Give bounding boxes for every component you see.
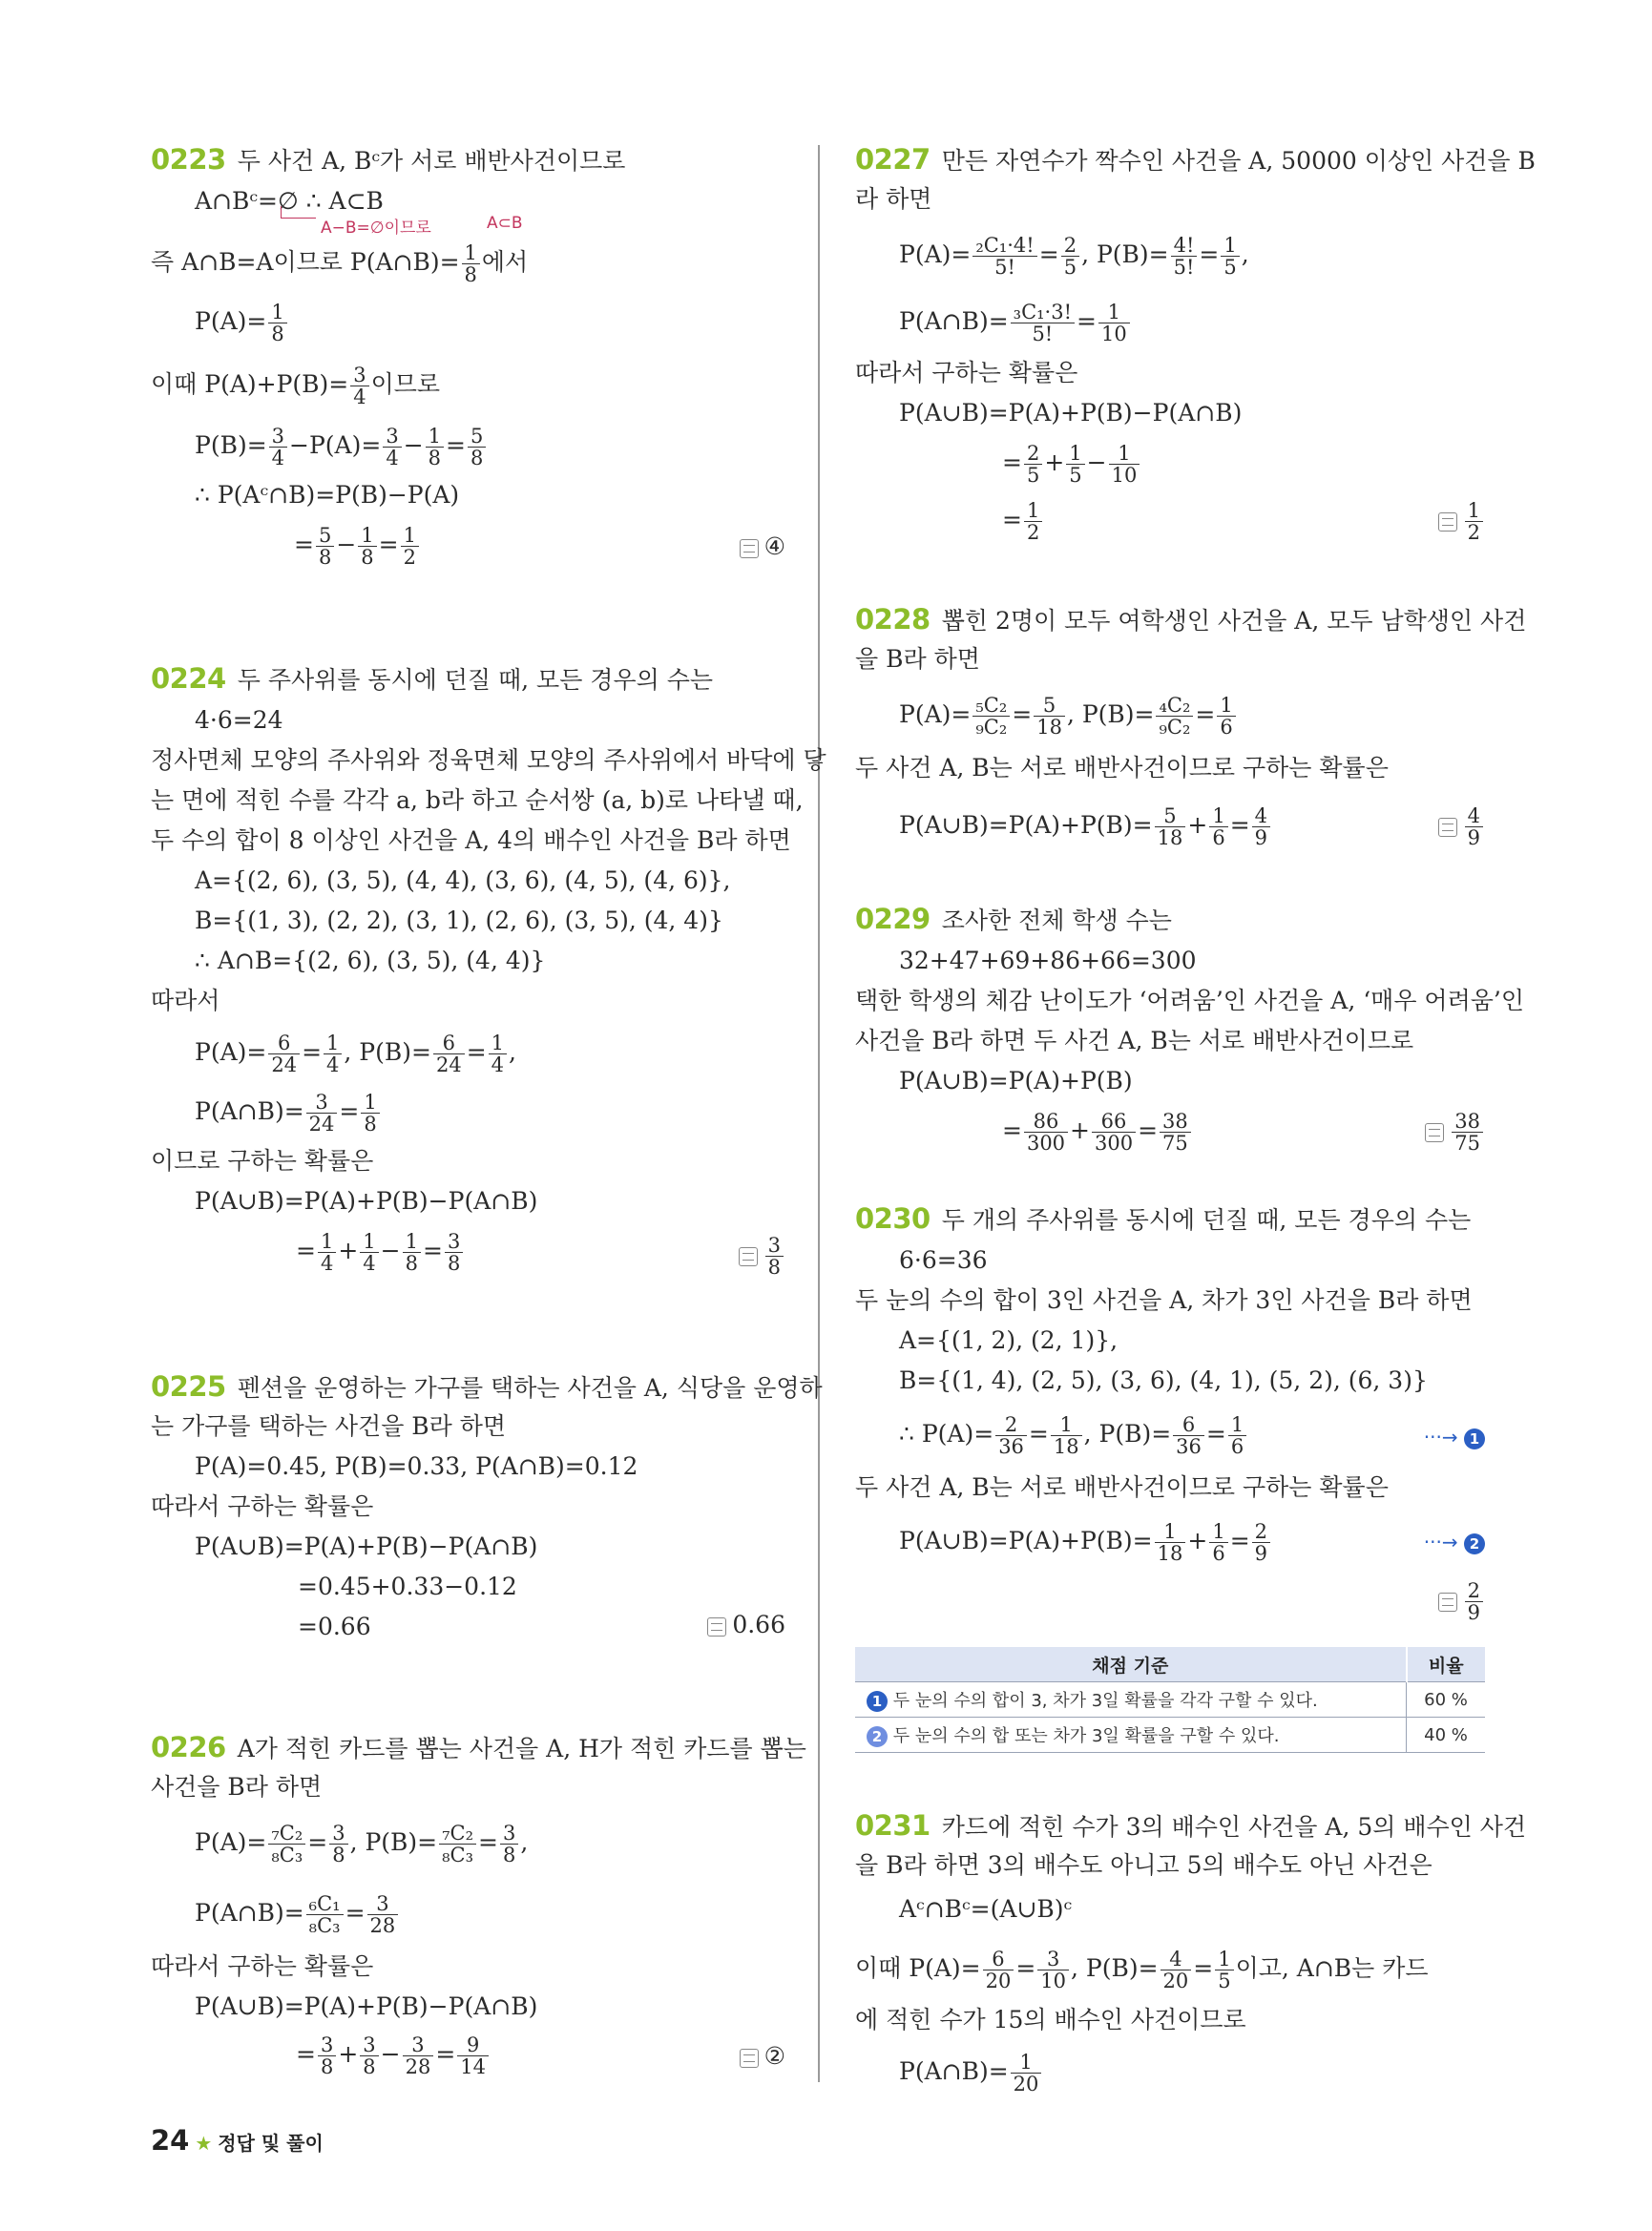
answer-value: $\frac{3}{8}$ bbox=[765, 1235, 784, 1278]
problem-number: 0224 bbox=[151, 662, 226, 695]
fraction: $\frac{1}{8}$ bbox=[403, 1231, 421, 1274]
answer-value: 0.66 bbox=[732, 1611, 785, 1638]
page-footer bbox=[151, 2124, 324, 2157]
answer-value: $\frac{4}{9}$ bbox=[1465, 805, 1483, 848]
problem-number: 0227 bbox=[855, 143, 931, 176]
fraction: $\frac{4!}{5!}$ bbox=[1171, 235, 1198, 278]
answer-box bbox=[1438, 805, 1485, 848]
fraction: $\frac{\text{₂C₁·4!}}{5!}$ bbox=[972, 235, 1036, 278]
problem-number: 0231 bbox=[855, 1809, 931, 1842]
problem-number: 0225 bbox=[151, 1370, 226, 1403]
memo-icon bbox=[1425, 1123, 1444, 1142]
memo-icon bbox=[1438, 1593, 1457, 1612]
fraction: $\frac{1}{18}$ bbox=[1155, 1521, 1186, 1564]
grading-table bbox=[855, 1647, 1485, 1753]
answer-value: ② bbox=[763, 2042, 785, 2070]
fraction: $\frac{1}{8}$ bbox=[462, 242, 480, 285]
fraction: $\frac{3}{28}$ bbox=[403, 2034, 434, 2077]
answer-box bbox=[739, 1235, 785, 1278]
fraction: $\frac{2}{5}$ bbox=[1061, 235, 1079, 278]
fraction: $\frac{1}{6}$ bbox=[1217, 695, 1235, 738]
fraction: $\frac{\text{₆C₁}}{\text{₈C₃}}$ bbox=[306, 1893, 344, 1936]
annotation-note: A⊂B bbox=[487, 214, 523, 233]
fraction: $\frac{86}{300}$ bbox=[1024, 1111, 1068, 1154]
fraction: $\frac{3}{8}$ bbox=[360, 2034, 378, 2077]
table-row: 1 두 눈의 수의 합이 3, 차가 3일 확률을 각각 구할 수 있다. 60 % bbox=[855, 1682, 1485, 1718]
fraction: $\frac{1}{4}$ bbox=[489, 1032, 507, 1075]
problem-number: 0228 bbox=[855, 603, 931, 636]
fraction: $\frac{4}{9}$ bbox=[1252, 805, 1270, 848]
fraction: $\frac{3}{8}$ bbox=[318, 2034, 336, 2077]
fraction: $\frac{3}{8}$ bbox=[329, 1823, 347, 1866]
problem-number: 0230 bbox=[855, 1202, 931, 1235]
fraction: $\frac{66}{300}$ bbox=[1092, 1111, 1136, 1154]
memo-icon bbox=[1438, 818, 1457, 837]
answer-box bbox=[1425, 1111, 1485, 1154]
answer-box bbox=[740, 532, 785, 560]
annotation-bracket bbox=[281, 206, 316, 219]
fraction: $\frac{5}{18}$ bbox=[1155, 805, 1186, 848]
fraction: $\frac{1}{4}$ bbox=[324, 1032, 342, 1075]
fraction: $\frac{38}{75}$ bbox=[1160, 1111, 1191, 1154]
fraction: $\frac{6}{24}$ bbox=[268, 1032, 300, 1075]
fraction: $\frac{2}{9}$ bbox=[1252, 1521, 1270, 1564]
footer-label: 정답 및 풀이 bbox=[218, 2132, 324, 2155]
math-line: A∩Bᶜ=∅ ∴ A⊂B bbox=[195, 187, 384, 215]
answer-box bbox=[707, 1611, 785, 1638]
step-badge: 2 bbox=[867, 1726, 888, 1747]
fraction: $\frac{3}{8}$ bbox=[445, 1231, 463, 1274]
fraction: $\frac{2}{5}$ bbox=[1024, 443, 1042, 486]
answer-value: $\frac{1}{2}$ bbox=[1465, 500, 1483, 543]
star-icon: ★ bbox=[195, 2132, 213, 2155]
fraction: $\frac{\text{₅C₂}}{\text{₉C₂}}$ bbox=[972, 695, 1010, 738]
fraction: $\frac{1}{4}$ bbox=[360, 1231, 378, 1274]
grading-header-ratio: 비율 bbox=[1407, 1647, 1485, 1682]
problem-number: 0226 bbox=[151, 1731, 226, 1763]
fraction: $\frac{\text{₄C₂}}{\text{₉C₂}}$ bbox=[1156, 695, 1193, 738]
memo-icon bbox=[740, 2049, 759, 2068]
fraction: $\frac{1}{6}$ bbox=[1209, 805, 1227, 848]
fraction: $\frac{2}{36}$ bbox=[995, 1414, 1027, 1457]
fraction: $\frac{5}{18}$ bbox=[1034, 695, 1065, 738]
answer-box bbox=[740, 2042, 785, 2070]
grading-header-criteria: 채점 기준 bbox=[855, 1647, 1407, 1682]
fraction: $\frac{1}{8}$ bbox=[268, 302, 286, 344]
table-row: 2 두 눈의 수의 합 또는 차가 3일 확률을 구할 수 있다. 40 % bbox=[855, 1718, 1485, 1753]
answer-value: $\frac{38}{75}$ bbox=[1452, 1111, 1483, 1154]
fraction: $\frac{\text{₃C₁·3!}}{5!}$ bbox=[1011, 302, 1075, 344]
fraction: $\frac{1}{8}$ bbox=[426, 426, 444, 469]
fraction: $\frac{1}{2}$ bbox=[401, 525, 419, 568]
fraction: $\frac{1}{6}$ bbox=[1228, 1414, 1246, 1457]
fraction: $\frac{1}{10}$ bbox=[1098, 302, 1130, 344]
fraction: $\frac{1}{18}$ bbox=[1051, 1414, 1082, 1457]
fraction: $\frac{1}{4}$ bbox=[318, 1231, 336, 1274]
page-number: 24 bbox=[151, 2124, 190, 2157]
fraction: $\frac{\text{₇C₂}}{\text{₈C₃}}$ bbox=[439, 1823, 476, 1866]
step-marker-2: ···→ 2 bbox=[1424, 1531, 1485, 1554]
fraction: $\frac{1}{10}$ bbox=[1109, 443, 1140, 486]
fraction: $\frac{1}{5}$ bbox=[1066, 443, 1084, 486]
answer-box bbox=[1438, 1580, 1485, 1623]
fraction: $\frac{1}{6}$ bbox=[1209, 1521, 1227, 1564]
fraction: $\frac{6}{20}$ bbox=[983, 1949, 1014, 1991]
fraction: $\frac{3}{4}$ bbox=[269, 426, 287, 469]
fraction: $\frac{9}{14}$ bbox=[457, 2034, 489, 2077]
fraction: $\frac{3}{24}$ bbox=[306, 1092, 338, 1135]
fraction: $\frac{3}{10}$ bbox=[1037, 1949, 1069, 1991]
fraction: $\frac{5}{8}$ bbox=[316, 525, 334, 568]
fraction: $\frac{6}{36}$ bbox=[1173, 1414, 1204, 1457]
memo-icon bbox=[707, 1617, 726, 1637]
answer-box bbox=[1438, 500, 1485, 543]
fraction: $\frac{6}{24}$ bbox=[433, 1032, 465, 1075]
fraction: $\frac{1}{5}$ bbox=[1215, 1949, 1233, 1991]
problem-number: 0223 bbox=[151, 143, 226, 176]
fraction: $\frac{3}{8}$ bbox=[500, 1823, 518, 1866]
annotation-note: A−B=∅이므로 bbox=[321, 219, 431, 238]
problem-number: 0229 bbox=[855, 903, 931, 935]
answer-value: ④ bbox=[763, 532, 785, 560]
step-badge: 1 bbox=[867, 1691, 888, 1712]
fraction: $\frac{5}{8}$ bbox=[468, 426, 486, 469]
text-line: 두 사건 A, Bᶜ가 서로 배반사건이므로 bbox=[237, 147, 626, 175]
fraction: $\frac{1}{5}$ bbox=[1221, 235, 1239, 278]
fraction: $\frac{1}{8}$ bbox=[358, 525, 376, 568]
memo-icon bbox=[740, 539, 759, 558]
fraction: $\frac{4}{20}$ bbox=[1161, 1949, 1192, 1991]
fraction: $\frac{1}{8}$ bbox=[361, 1092, 379, 1135]
step-marker-1: ···→ 1 bbox=[1424, 1426, 1485, 1449]
memo-icon bbox=[739, 1247, 758, 1266]
fraction: $\frac{1}{2}$ bbox=[1024, 500, 1042, 543]
fraction: $\frac{1}{20}$ bbox=[1011, 2052, 1042, 2095]
fraction: $\frac{3}{28}$ bbox=[367, 1893, 399, 1936]
fraction: $\frac{3}{4}$ bbox=[383, 426, 401, 469]
column-divider bbox=[818, 145, 820, 2082]
fraction: $\frac{\text{₇C₂}}{\text{₈C₃}}$ bbox=[268, 1823, 305, 1866]
answer-value: $\frac{2}{9}$ bbox=[1465, 1580, 1483, 1623]
memo-icon bbox=[1438, 512, 1457, 532]
fraction: $\frac{3}{4}$ bbox=[350, 365, 368, 407]
